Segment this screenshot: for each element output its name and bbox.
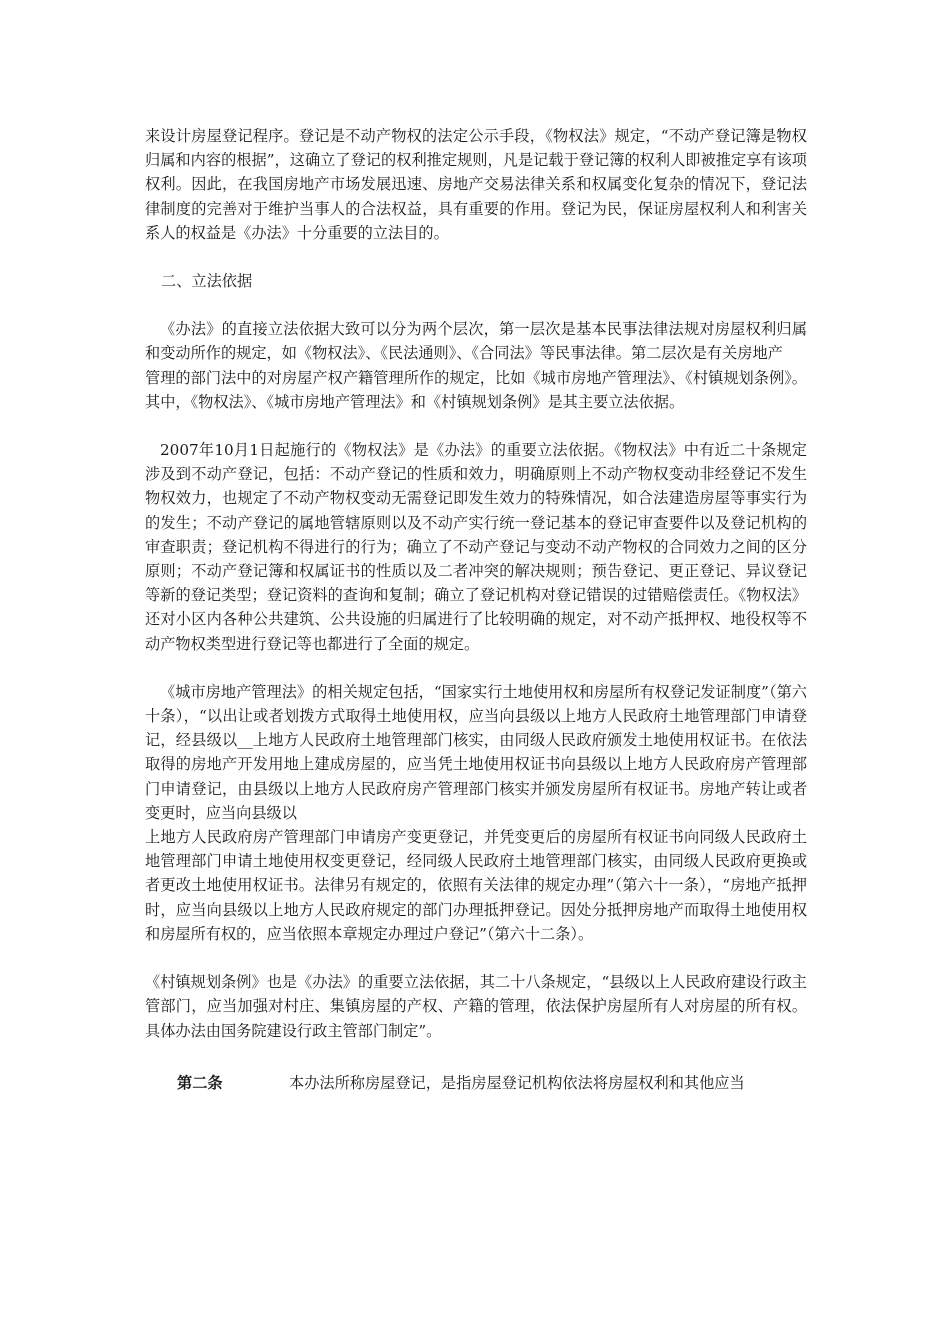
paragraph-urban-real-estate-law: 《城市房地产管理法》的相关规定包括，“国家实行土地使用权和房屋所有权登记发证制度”（第六十条），“以出让或者划拨方式取得土地使用权，应当向县级以上地方人民政府土地管理部门申请登记，经县级以__上地方人民政府土地管理部门核实，由同级人民政府颁发土地使用权证书。在依法取得的房地产开发用地上建成房屋的，应当凭土地使用权证书向县级以上地方人民政府房产管理部门申请登记，由县级以上地方人民政府房产管理部门核实并颁发房屋所有权证书。房地产转让或者变更时，应当向县级以: [145, 682, 807, 822]
paragraph-gap: [145, 656, 807, 680]
paragraph-gap: [145, 293, 807, 317]
paragraph-village-planning: 《村镇规划条例》也是《办法》的重要立法依据，其二十八条规定，“县级以上人民政府建设行政主管部门，应当加强对村庄、集镇房屋的产权、产籍的管理，依法保护房屋所有人对房屋的所有权。具体办法由国务院建设行政主管部门制定”。: [145, 973, 807, 1040]
article-text: 本办法所称房屋登记，是指房屋登记机构依法将房屋权利和其他应当: [289, 1073, 745, 1092]
paragraph-gap: [145, 946, 807, 970]
paragraph-gap: [145, 414, 807, 438]
paragraph-urban-real-estate-law-cont: 上地方人民政府房产管理部门申请房产变更登记，并凭变更后的房屋所有权证书向同级人民政府土地管理部门申请土地使用权变更登记，经同级人民政府土地管理部门核实，由同级人民政府更换或者更改土地使用权证书。法律另有规定的，依照有关法律的规定办理”（第六十一条），“房地产抵押时，应当向县级以上地方人民政府规定的部门办理抵押登记。因处分抵押房地产而取得土地使用权和房屋所有权的，应当依照本章规定办理过户登记”（第六十二条）。: [145, 828, 807, 943]
article-label: 第二条: [177, 1073, 223, 1092]
paragraph-gap: [145, 1043, 807, 1067]
section-heading-legislative-basis: 二、立法依据: [161, 272, 253, 291]
document-page: [145, 124, 807, 1095]
paragraph-legislative-purpose: 来设计房屋登记程序。登记是不动产物权的法定公示手段，《物权法》规定，“不动产登记簿是物权归属和内容的根据”，这确立了登记的权利推定规则，凡是记载于登记簿的权利人即被推定享有该项权利。因此，在我国房地产市场发展迅速、房地产交易法律关系和权属变化复杂的情况下，登记法律制度的完善对于维护当事人的合法权益，具有重要的作用。登记为民，保证房屋权利人和利害关系人的权益是《办法》十分重要的立法目的。: [145, 127, 807, 242]
paragraph-basis-levels: 《办法》的直接立法依据大致可以分为两个层次，第一层次是基本民事法律法规对房屋权利归属和变动所作的规定，如《物权法》、《民法通则》、《合同法》等民事法律。第二层次是有关房地产: [145, 320, 807, 363]
paragraph-property-law: 2007年10月1日起施行的《物权法》是《办法》的重要立法依据。《物权法》中有近二十条规定涉及到不动产登记，包括：不动产登记的性质和效力，明确原则上不动产物权变动非经登记不发生物权效力，也规定了不动产物权变动无需登记即发生效力的特殊情况，如合法建造房屋等事实行为的发生；不动产登记的属地管辖原则以及不动产实行统一登记基本的登记审查要件以及登记机构的审查职责；登记机构不得进行的行为；确立了不动产登记与变动不动产物权的合同效力之间的区分原则；不动产登记簿和权属证书的性质以及二者冲突的解决规则；预告登记、更正登记、异议登记等新的登记类型；登记资料的查询和复制；确立了登记机构对登记错误的过错赔偿责任。《物权法》还对小区内各种公共建筑、公共设施的归属进行了比较明确的规定，对不动产抵押权、地役权等不动产物权类型进行登记等也都进行了全面的规定。: [145, 441, 807, 653]
article-two: [177, 1071, 807, 1095]
paragraph-basis-levels-cont: 管理的部门法中的对房屋产权产籍管理所作的规定，比如《城市房地产管理法》、《村镇规划条例》。其中，《物权法》、《城市房地产管理法》和《村镇规划条例》是其主要立法依据。: [145, 368, 807, 411]
paragraph-gap: [145, 245, 807, 269]
